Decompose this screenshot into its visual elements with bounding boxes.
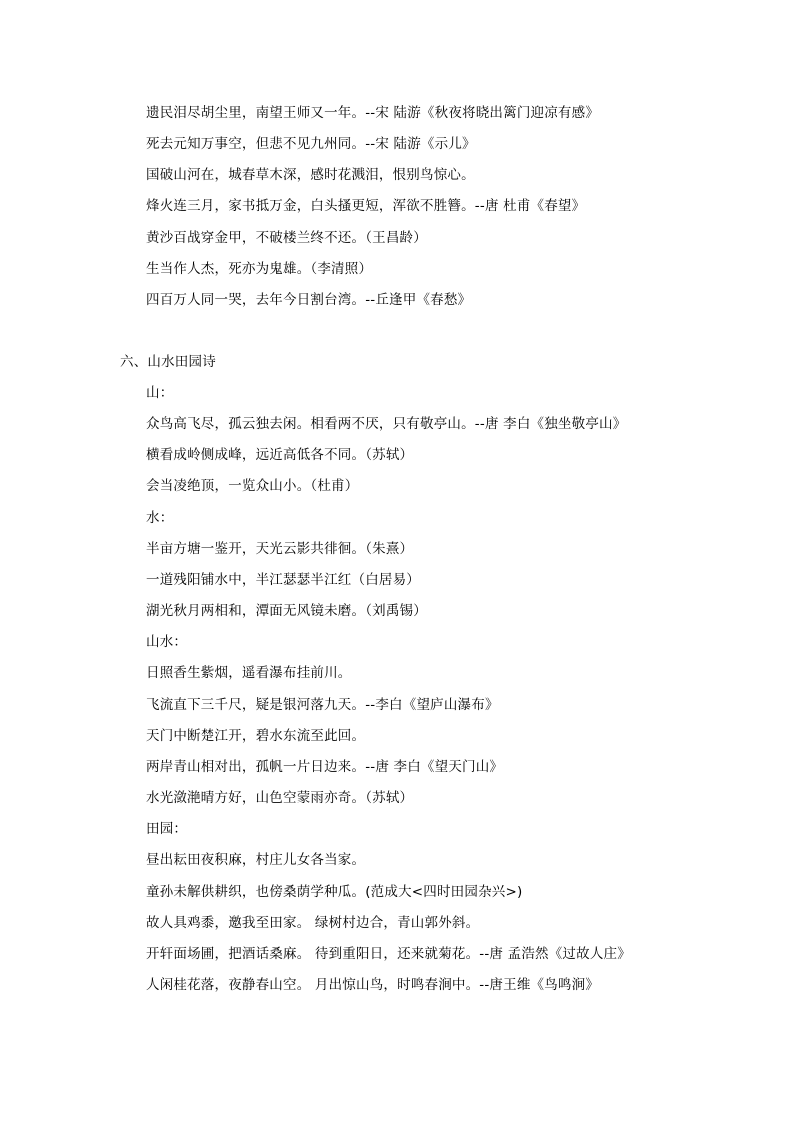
poem-line: 昼出耘田夜积麻，村庄儿女各当家。 bbox=[146, 852, 366, 868]
poem-line: 四百万人同一哭，去年今日割台湾。--丘逢甲《春愁》 bbox=[146, 292, 472, 308]
category-label: 山： bbox=[146, 385, 174, 401]
poem-line: 水光潋滟晴方好，山色空蒙雨亦奇。（苏轼） bbox=[146, 790, 414, 806]
poem-line: 众鸟高飞尽，孤云独去闲。相看两不厌，只有敬亭山。--唐 李白《独坐敬亭山》 bbox=[146, 416, 627, 432]
category-label: 水： bbox=[146, 510, 174, 526]
category-label: 田园： bbox=[146, 821, 188, 837]
poem-line: 死去元知万事空，但悲不见九州同。--宋 陆游《示儿》 bbox=[146, 136, 476, 152]
poem-line: 半亩方塘一鉴开，天光云影共徘徊。（朱熹） bbox=[146, 541, 414, 557]
poem-line: 国破山河在，城春草木深，感时花溅泪，恨别鸟惊心。 bbox=[146, 167, 475, 183]
poem-line: 横看成岭侧成峰，远近高低各不同。（苏轼） bbox=[146, 447, 414, 463]
poem-line: 两岸青山相对出，孤帆一片日边来。--唐 李白《望天门山》 bbox=[146, 759, 504, 775]
poem-line: 日照香生紫烟，遥看瀑布挂前川。 bbox=[146, 665, 352, 681]
poem-line: 故人具鸡黍，邀我至田家。 绿树村边合，青山郭外斜。 bbox=[146, 915, 480, 931]
category-label: 山水： bbox=[146, 634, 188, 650]
poem-line: 湖光秋月两相和，潭面无风镜未磨。（刘禹锡） bbox=[146, 603, 427, 619]
poem-line: 生当作人杰，死亦为鬼雄。（李清照） bbox=[146, 261, 373, 277]
poem-line: 童孙未解供耕织，也傍桑荫学种瓜。(范成大<四时田园杂兴>) bbox=[146, 884, 523, 900]
poem-line: 会当凌绝顶，一览众山小。（杜甫） bbox=[146, 478, 359, 494]
poem-line: 遗民泪尽胡尘里，南望王师又一年。--宋 陆游《秋夜将晓出篱门迎凉有感》 bbox=[146, 105, 600, 121]
poem-line: 黄沙百战穿金甲，不破楼兰终不还。（王昌龄） bbox=[146, 230, 427, 246]
poem-line: 开轩面场圃，把酒话桑麻。 待到重阳日，还来就菊花。--唐 孟浩然《过故人庄》 bbox=[146, 946, 631, 962]
poem-line: 天门中断楚江开，碧水东流至此回。 bbox=[146, 728, 366, 744]
poem-line: 飞流直下三千尺，疑是银河落九天。--李白《望庐山瀑布》 bbox=[146, 697, 499, 713]
poem-line: 人闲桂花落，夜静春山空。 月出惊山鸟，时鸣春涧中。--唐王维《鸟鸣涧》 bbox=[146, 977, 600, 993]
poem-line: 烽火连三月，家书抵万金，白头搔更短，浑欲不胜簪。--唐 杜甫《春望》 bbox=[146, 198, 586, 214]
section-heading: 六、山水田园诗 bbox=[120, 354, 216, 370]
poem-line: 一道残阳铺水中，半江瑟瑟半江红（白居易） bbox=[146, 572, 420, 588]
